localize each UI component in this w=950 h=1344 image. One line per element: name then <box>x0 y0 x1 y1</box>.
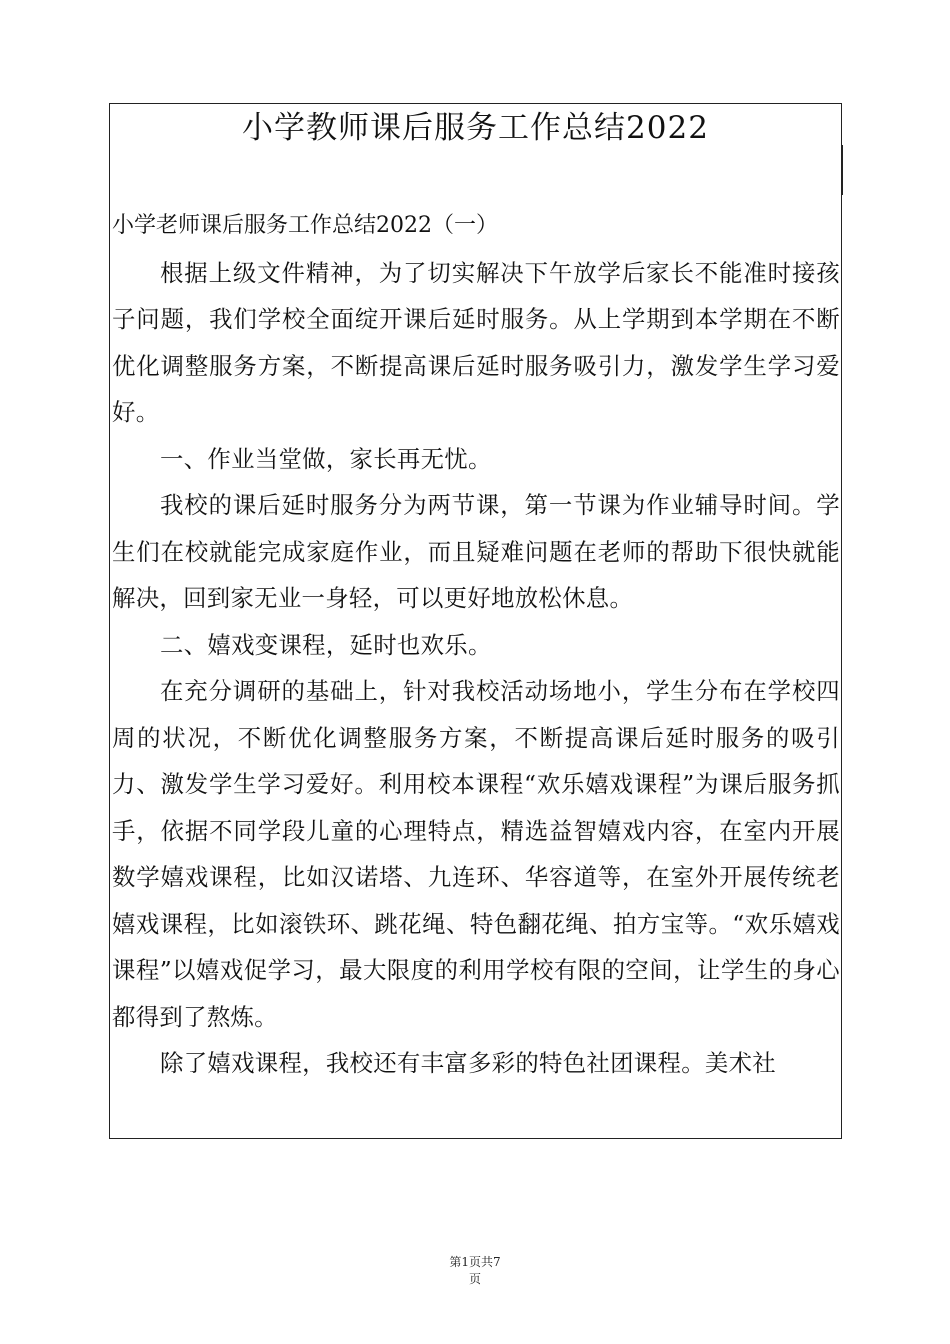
paragraph-homework: 我校的课后延时服务分为两节课，第一节课为作业辅导时间。学生们在校就能完成家庭作业，而且疑难问题在老师的帮助下很快就能解决，回到家无业一身轻，可以更好地放松休息。 <box>112 491 840 612</box>
document-body <box>112 203 840 1087</box>
page-number-line1: 第1页共7 <box>449 1255 501 1269</box>
page-number-line2: 页 <box>468 1272 481 1286</box>
section-subtitle: 小学老师课后服务工作总结2022（一） <box>112 213 498 238</box>
paragraph-clubs: 除了嬉戏课程，我校还有丰富多彩的特色社团课程。美术社 <box>160 1049 776 1077</box>
heading-two: 二、嬉戏变课程，延时也欢乐。 <box>160 630 492 659</box>
document-title: 小学教师课后服务工作总结2022 <box>242 110 709 146</box>
heading-one: 一、作业当堂做，家长再无忧。 <box>160 444 492 473</box>
paragraph-intro: 根据上级文件精神，为了切实解决下午放学后家长不能准时接孩子问题，我们学校全面绽开课后延时服务。从上学期到本学期在不断优化调整服务方案，不断提高课后延时服务吸引力，激发学生学习爱好。 <box>112 258 840 426</box>
paragraph-games: 在充分调研的基础上，针对我校活动场地小，学生分布在学校四周的状况，不断优化调整服务方案，不断提高课后延时服务的吸引力、激发学生学习爱好。利用校本课程“欢乐嬉戏课程”为课后服务抓手，依据不同学段儿童的心理特点，精选益智嬉戏内容，在室内开展数学嬉戏课程，比如汉诺塔、九连环、华容道等，在室外开展传统老嬉戏课程，比如滚铁环、跳花绳、特色翻花绳、拍方宝等。“欢乐嬉戏课程”以嬉戏促学习，最大限度的利用学校有限的空间，让学生的身心都得到了熬炼。 <box>112 677 840 1031</box>
page-footer <box>0 1254 950 1288</box>
frame-edge-mark <box>841 145 843 195</box>
